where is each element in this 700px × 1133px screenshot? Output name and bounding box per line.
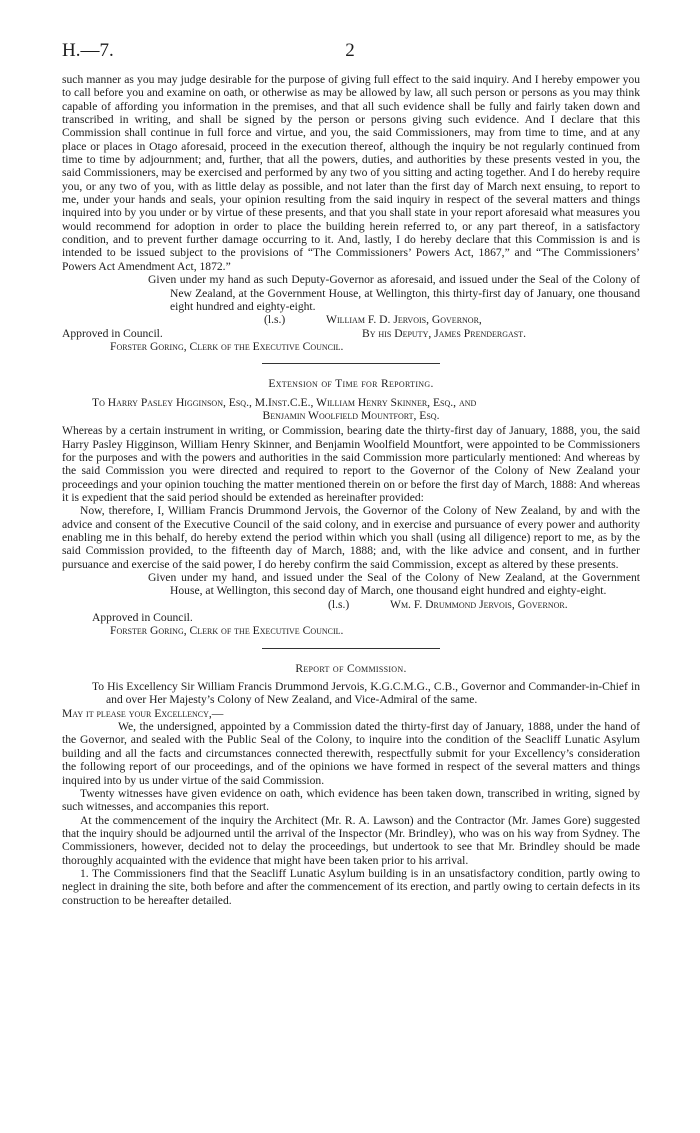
commission-paragraph: such manner as you may judge desirable for the purpose of giving full effect to the said inquiry. And I hereby empower you to call before you and examine on oath, or otherwise as may be allowed by law, all such person or persons as you may think capable of affording you information in the premises, and that all such evidence shall be fully and fairly taken down and transcribed in writing, and shall be signed by the person or persons giving such evidence. And I declare that this Commission shall continue in full force and virtue, and you, the said Commissioners, may from time to time, and at any place or places in Otago aforesaid, proceed in the execution thereof, although the inquiry be not regularly continued from time to time by adjournment; and, further, that all the powers, duties, and authorities by these presents vested in you, the said Commissioners, may be exercised and performed by any two of you sitting and acting together. And I do hereby require you, or any two of you, with as little delay as possible, and not later than the first day of March next ensuing, to report to me, under your hands and seals, your opinion resulting from the said inquiry in respect of the several matters and things inquired into by you under or by virtue of these presents, and that you shall state in your report aforesaid what measures you would recommend for adoption in order to place the building herein referred to, or any part thereof, in a satisfactory condition, and to prevent further damage occurring to it. And, lastly, I do hereby declare that this Commission is and is intended to be issued subject to the provisions of “The Commissioners’ Powers Act, 1867,” and “The Commissioners’ Powers Act Amendment Act, 1872.” — [62, 73, 640, 273]
seal-mark: (l.s.) — [264, 313, 286, 327]
commission-signature-line — [62, 313, 640, 326]
page-header — [62, 40, 638, 64]
address-line: To Harry Pasley Higginson, Esq., M.Inst.C.E., William Henry Skinner, Esq., and — [92, 395, 477, 409]
report-address: To His Excellency Sir William Francis Drummond Jervois, K.G.C.M.G., C.B., Governor and Commander-in-Chief in and over Her Majesty’s Colony of New Zealand, and Vice-Admiral of the same. — [92, 680, 640, 707]
salutation: May it please your Excellency,— — [62, 706, 224, 720]
approved-in-council: Approved in Council. — [62, 326, 163, 340]
governor-signature: William F. D. Jervois, Governor, — [326, 313, 482, 327]
whereas-paragraph: Whereas by a certain instrument in writing, or Commission, bearing date the thirty-first day of January, 1888, you, the said Harry Pasley Higginson, William Henry Skinner, and Benjamin Woolfield Mountfort, were appointed to be Commissioners for the purposes and with the powers and authorities in the said Commission more particularly mentioned: And whereas by the said Commission you were directed and required to report to the Governor of the Colony of New Zealand your proceedings and your opinion touching the matter mentioned therein on or before the first day of March, 1888: And whereas it is expedient that the said period should be extended as hereinafter provided: — [62, 424, 640, 504]
report-reference: H.—7. — [62, 40, 114, 61]
report-paragraph: We, the undersigned, appointed by a Commission dated the thirty-first day of January, 1888, under the hand of the Governor, and sealed with the Public Seal of the Colony, to inquire into the condition of the Seacliff Lunatic Asylum building and all the facts and circumstances connected therewith, respectfully submit for your Excellency’s consideration the following report of our proceedings, and of the opinions we have formed in respect of the several matters and things inquired into by us under virtue of the said Commission. — [62, 720, 640, 787]
extension-signature-line — [62, 598, 640, 611]
seal-mark: (l.s.) — [328, 597, 350, 611]
page-number: 2 — [345, 40, 355, 61]
report-paragraph: 1. The Commissioners find that the Seacliff Lunatic Asylum building is in an unsatisfactory condition, partly owing to neglect in draining the site, both before and after the commencement of its erection, and partly owing to certain defects in its construction to be hereafter detailed. — [62, 866, 640, 907]
approved-in-council: Approved in Council. — [92, 611, 193, 625]
now-therefore-paragraph: Now, therefore, I, William Francis Drummond Jervois, the Governor of the Colony of New Zealand, by and with the advice and consent of the Executive Council of the said colony, and in exercise and pursuance of every power and authority enabling me in this behalf, do hereby extend the period within which you shall (using all diligence) report to me, as by the said Commission provided, to the fifteenth day of March, 1888; and, with the like advice and consent, and in further pursuance and exercise of the said power, I do hereby confirm the said Commission, except as altered by these presents. — [62, 504, 640, 571]
commission-given-clause: Given under my hand as such Deputy-Governor as aforesaid, and issued under the Seal of the Colony of New Zealand, at the Government House, at Wellington, this thirty-first day of January, one thousand eight hundred and eighty-eight. — [148, 273, 640, 313]
section-heading: Extension of Time for Reporting. — [268, 377, 434, 391]
address-line-continued: Benjamin Woolfield Mountfort, Esq. — [262, 408, 440, 422]
extension-given-clause: Given under my hand, and issued under the Seal of the Colony of New Zealand, at the Government House, at Wellington, this second day of March, one thousand eight hundred and eighty-eight. — [148, 571, 640, 598]
report-paragraph: At the commencement of the inquiry the Architect (Mr. R. A. Lawson) and the Contractor (Mr. James Gore) suggested that the inquiry should be adjourned until the arrival of the Inspector (Mr. Brindley), who was on his way from Sydney. The Commissioners, however, decided not to delay the proceedings, but undertook to see that Mr. Brindley should be made thoroughly acquainted with the evidence that might have been taken prior to his arrival. — [62, 813, 640, 867]
deputy-signature: By his Deputy, James Prendergast. — [362, 326, 527, 340]
section-divider — [262, 648, 440, 649]
clerk-signature: Forster Goring, Clerk of the Executive Council. — [110, 339, 344, 353]
governor-signature: Wm. F. Drummond Jervois, Governor. — [390, 597, 568, 611]
commission-approval-line — [62, 327, 640, 340]
document-body — [62, 73, 640, 907]
report-paragraph: Twenty witnesses have given evidence on oath, which evidence has been taken down, transcribed in writing, signed by such witnesses, and accompanies this report. — [62, 786, 640, 814]
section-divider — [262, 363, 440, 364]
section-heading: Report of Commission. — [295, 661, 407, 675]
clerk-signature: Forster Goring, Clerk of the Executive Council. — [110, 624, 344, 638]
